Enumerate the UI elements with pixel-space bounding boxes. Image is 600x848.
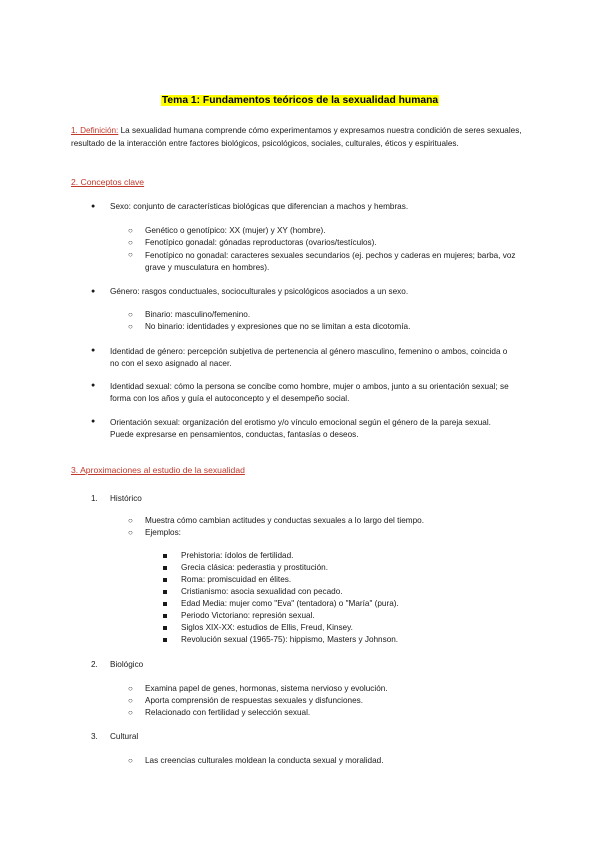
square-bullet-icon [163, 626, 167, 630]
square-bullet-icon [163, 566, 167, 570]
example-item: Revolución sexual (1965-75): hippismo, Masters y Johnson. [181, 635, 399, 644]
definition-text: La sexualidad humana comprende cómo experimentamos y expresamos nuestra condición de seres sexuales, resultado de la interacción entre factores biológicos, psicológicos, sociales, culturales, éticos y espirituales. [71, 126, 522, 148]
list-item-biologico-3: Relacionado con fertilidad y selección sexual. [145, 708, 311, 717]
document-title [0, 95, 600, 106]
section-3-heading: 3. Aproximaciones al estudio de la sexualidad [71, 465, 245, 475]
bullet-icon: ● [91, 347, 96, 354]
section-2-heading: 2. Conceptos clave [71, 177, 145, 187]
list-number: 2. [91, 660, 98, 669]
list-item-identidad-genero: Identidad de género: percepción subjetiva de pertenencia al género masculino, femenino o ambos, coincida o no con el sexo asignado al nacer. [110, 347, 508, 369]
definition-label: 1. Definición: [71, 126, 119, 135]
list-item-cultural-1: Las creencias culturales moldean la conducta sexual y moralidad. [145, 756, 384, 765]
subsection-cultural: Cultural [110, 732, 139, 741]
square-bullet-icon [163, 578, 167, 582]
definition-paragraph [71, 125, 533, 150]
square-bullet-icon [163, 554, 167, 558]
example-item: Cristianismo: asocia sexualidad con pecado. [181, 587, 343, 596]
list-item-no-gonadal: Fenotípico no gonadal: caracteres sexuales secundarios (ej. pechos y caderas en mujeres; barba, voz grave y musculatura en hombres). [145, 251, 516, 273]
circle-bullet-icon: ○ [128, 528, 133, 537]
bullet-icon: ● [91, 203, 96, 210]
list-item-genetico: Genético o genotípico: XX (mujer) y XY (hombre). [145, 226, 326, 235]
square-bullet-icon [163, 590, 167, 594]
list-item-ejemplos: Ejemplos: [145, 528, 181, 537]
circle-bullet-icon: ○ [128, 696, 133, 705]
list-item-binario: Binario: masculino/femenino. [145, 310, 251, 319]
subsection-biologico: Biológico [110, 660, 144, 669]
square-bullet-icon [163, 638, 167, 642]
list-item-sexo: Sexo: conjunto de características biológicas que diferencian a machos y hembras. [110, 202, 409, 211]
circle-bullet-icon: ○ [128, 322, 133, 331]
example-item: Periodo Victoriano: represión sexual. [181, 611, 315, 620]
subsection-historico: Histórico [110, 494, 142, 503]
circle-bullet-icon: ○ [128, 250, 133, 259]
example-item: Prehistoria: ídolos de fertilidad. [181, 551, 294, 560]
circle-bullet-icon: ○ [128, 310, 133, 319]
example-item: Siglos XIX-XX: estudios de Ellis, Freud, Kinsey. [181, 623, 353, 632]
list-item-identidad-sexual: Identidad sexual: cómo la persona se concibe como hombre, mujer o ambos, junto a su orientación sexual; se forma con los años y guía el autoconcepto y el desempeño social. [110, 382, 509, 404]
list-item-historico-1: Muestra cómo cambian actitudes y conductas sexuales a lo largo del tiempo. [145, 516, 424, 525]
circle-bullet-icon: ○ [128, 516, 133, 525]
example-item: Grecia clásica: pederastia y prostitución. [181, 563, 328, 572]
circle-bullet-icon: ○ [128, 708, 133, 717]
square-bullet-icon [163, 614, 167, 618]
list-item-orientacion: Orientación sexual: organización del erotismo y/o vínculo emocional según el género de la pareja sexual. Puede expresarse en pensamientos, conductas, fantasías o deseos. [110, 418, 491, 440]
title-text: Tema 1: Fundamentos teóricos de la sexualidad humana [161, 95, 439, 106]
circle-bullet-icon: ○ [128, 226, 133, 235]
list-number: 1. [91, 494, 98, 503]
circle-bullet-icon: ○ [128, 684, 133, 693]
bullet-icon: ● [91, 382, 96, 389]
bullet-icon: ● [91, 288, 96, 295]
list-number: 3. [91, 732, 98, 741]
list-item-gonadal: Fenotípico gonadal: gónadas reproductoras (ovarios/testículos). [145, 238, 377, 247]
circle-bullet-icon: ○ [128, 756, 133, 765]
list-item-biologico-2: Aporta comprensión de respuestas sexuales y disfunciones. [145, 696, 364, 705]
list-item-biologico-1: Examina papel de genes, hormonas, sistema nervioso y evolución. [145, 684, 388, 693]
square-bullet-icon [163, 602, 167, 606]
circle-bullet-icon: ○ [128, 238, 133, 247]
list-item-genero: Género: rasgos conductuales, socioculturales y psicológicos asociados a un sexo. [110, 287, 409, 296]
example-item: Edad Media: mujer como "Eva" (tentadora) o "María" (pura). [181, 599, 399, 608]
example-item: Roma: promiscuidad en élites. [181, 575, 292, 584]
list-item-no-binario: No binario: identidades y expresiones que no se limitan a esta dicotomía. [145, 322, 411, 331]
bullet-icon: ● [91, 418, 96, 425]
